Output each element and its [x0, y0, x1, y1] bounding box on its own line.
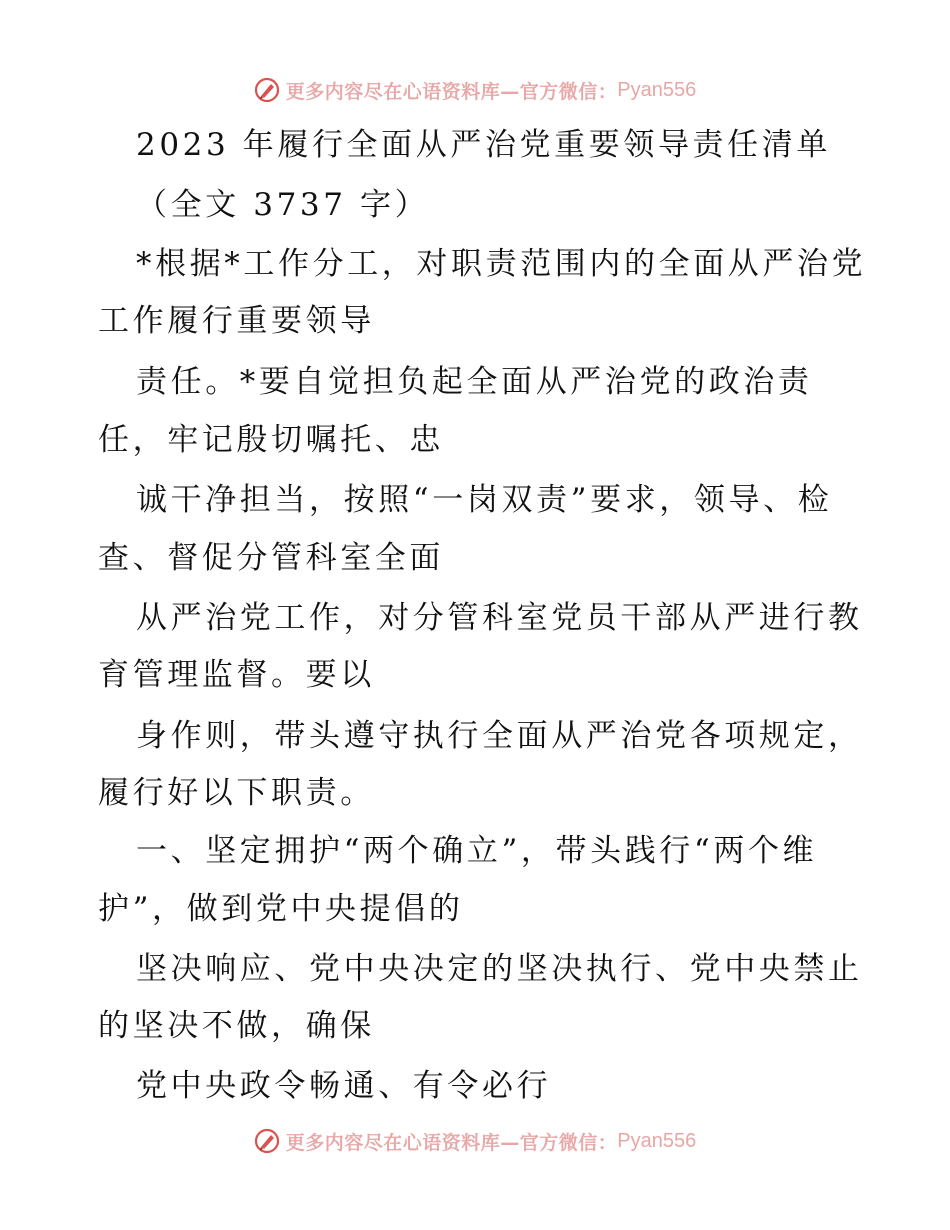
paragraph-line: 诚干净担当，按照“一岗双责”要求，领导、检 [136, 482, 833, 518]
paragraph-line: 的坚决不做，确保 [98, 1008, 375, 1044]
pen-logo-icon [254, 77, 280, 103]
paragraph-line: 身作则，带头遵守执行全面从严治党各项规定， [136, 718, 863, 754]
watermark-footer [0, 1123, 950, 1159]
document-title: 2023 年履行全面从严治党重要领导责任清单 [136, 127, 831, 163]
paragraph-line: 从严治党工作，对分管科室党员干部从严进行教 [136, 600, 863, 636]
paragraph-line: 工作履行重要领导 [98, 303, 375, 339]
paragraph-line: 党中央政令畅通、有令必行 [136, 1068, 552, 1104]
watermark-text: 更多内容尽在心语资料库—官方微信： [285, 80, 618, 103]
watermark-text: 更多内容尽在心语资料库—官方微信： [285, 1131, 618, 1154]
paragraph-line: 查、督促分管科室全面 [98, 540, 444, 576]
paragraph-line: *根据*工作分工，对职责范围内的全面从严治党 [136, 246, 867, 282]
watermark-header [0, 72, 950, 108]
pen-logo-icon [254, 1128, 280, 1154]
paragraph-line: 坚决响应、党中央决定的坚决执行、党中央禁止 [136, 951, 863, 987]
paragraph-line: 一、坚定拥护“两个确立”，带头践行“两个维 [136, 833, 818, 869]
paragraph-line: 任，牢记殷切嘱托、忠 [98, 422, 444, 458]
watermark-id: Pyan556 [617, 78, 697, 101]
paragraph-line: 责任。*要自觉担负起全面从严治党的政治责 [136, 364, 813, 400]
paragraph-line: 护”，做到党中央提倡的 [98, 891, 464, 927]
watermark-id: Pyan556 [617, 1129, 697, 1152]
paragraph-line: 履行好以下职责。 [98, 775, 375, 811]
paragraph-line: 育管理监督。要以 [98, 657, 375, 693]
document-word-count: （全文 3737 字） [136, 187, 430, 223]
